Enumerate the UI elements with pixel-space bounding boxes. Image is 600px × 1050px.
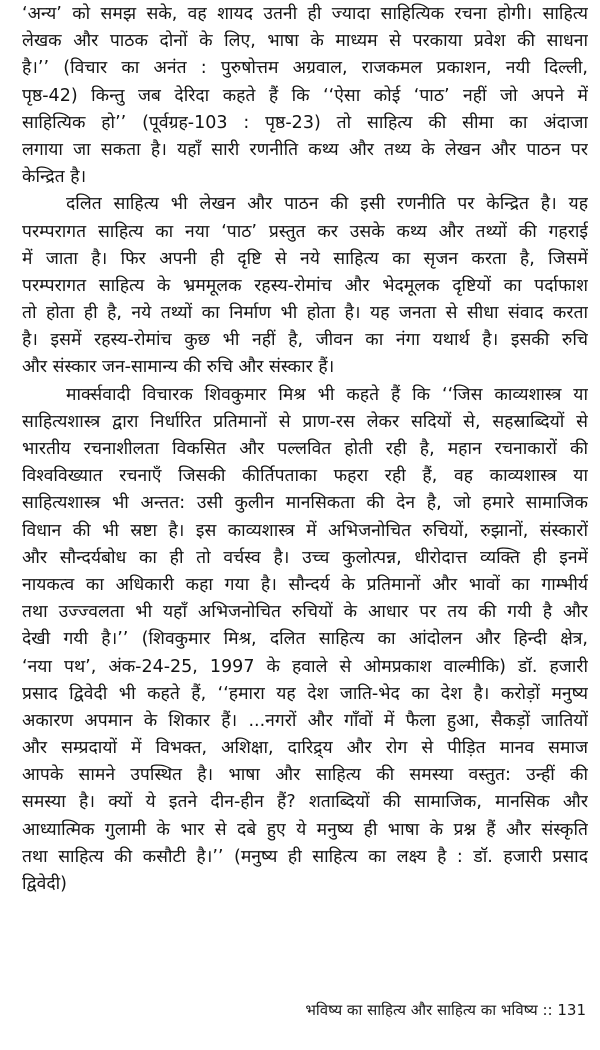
text-line: ‘नया पथ’, अंक-24-25, 1997 के हवाले से ओमप्रकाश वाल्मीकि) डॉ. हजारी (22, 656, 588, 677)
running-title: भविष्य का साहित्य और साहित्य का भविष्य (305, 1001, 538, 1019)
text-line: विधान की भी स्रष्टा है। इस काव्यशास्त्र में अभिजनोचित रुचियों, रुझानों, संस्कारों (22, 520, 588, 541)
text-line: अकारण अपमान के शिकार हैं। ...नगरों और गाँवों में फैला हुआ, सैकड़ों जातियों (22, 710, 588, 731)
page-body (22, 1, 588, 898)
text-line: भारतीय रचनाशीलता विकसित और पल्लवित होती रही है, महान रचनाकारों की (22, 439, 588, 459)
page-footer (305, 1000, 586, 1020)
text-line: मार्क्सवादी विचारक शिवकुमार मिश्र भी कहते हैं कि ‘‘जिस काव्यशास्त्र या (66, 384, 588, 405)
text-line: द्विवेदी) (22, 874, 67, 894)
paragraph (22, 382, 588, 899)
text-line: लेखक और पाठक दोनों के लिए, भाषा के माध्यम से परकाया प्रवेश की साधना (22, 31, 588, 52)
text-line: तो होता ही है, नये तथ्यों का निर्माण भी होता है। यह जनता से सीधा संवाद करता (22, 303, 588, 324)
text-line: परम्परागत साहित्य का नया ‘पाठ’ प्रस्तुत कर उसके कथ्य और तथ्यों की गहराई (22, 221, 588, 242)
footer-separator: :: (542, 1001, 553, 1019)
text-line: और सौन्दर्यबोध का ही तो वर्चस्व है। उच्च कुलोत्पन्न, धीरोदात्त व्यक्ति ही इनमें (22, 547, 588, 568)
text-line: है। इसमें रहस्य-रोमांच कुछ भी नहीं है, जीवन का नंगा यथार्थ है। इसकी रुचि (22, 330, 588, 351)
text-line: साहित्यशास्त्र द्वारा निर्धारित प्रतिमानों से प्राण-रस लेकर सदियों से, सहस्राब्दियों से (22, 411, 588, 432)
text-line: ‘अन्य’ को समझ सके, वह शायद उतनी ही ज्यादा साहित्यिक रचना होगी। साहित्य (22, 4, 588, 24)
text-line: परम्परागत साहित्य के भ्रममूलक रहस्य-रोमांच और भेदमूलक दृष्टियों का पर्दाफाश (22, 275, 588, 296)
text-line: साहित्यशास्त्र भी अन्तत: उसी कुलीन मानसिकता की देन है, जो हमारे सामाजिक (22, 493, 588, 514)
text-line: समस्या है। क्यों ये इतने दीन-हीन हैं? शताब्दियों की सामाजिक, मानसिक और (22, 792, 588, 813)
text-line: तथा साहित्य की कसौटी है।’’ (मनुष्य ही साहित्य का लक्ष्य है : डॉ. हजारी प्रसाद (22, 846, 588, 867)
text-line: साहित्यिक हो’’ (पूर्वग्रह-103 : पृष्ठ-23) तो साहित्य की सीमा का अंदाजा (22, 112, 588, 133)
text-line: आपके सामने उपस्थित है। भाषा और साहित्य की समस्या वस्तुत: उन्हीं की (22, 765, 588, 786)
text-line: तथा उज्ज्वलता भी यहाँ अभिजनोचित रुचियों के आधार पर तय की गयी है और (22, 602, 588, 623)
text-line: आध्यात्मिक गुलामी के भार से दबे हुए ये मनुष्य ही भाषा के प्रश्न हैं और संस्कृति (22, 819, 588, 840)
text-line: पृष्ठ-42) किन्तु जब देरिदा कहते हैं कि ‘‘ऐसा कोई ‘पाठ’ नहीं जो अपने में (22, 85, 588, 106)
text-line: लगाया जा सकता है। यहाँ सारी रणनीति कथ्य और तथ्य के लेखन और पाठन पर (22, 139, 588, 160)
text-line: दलित साहित्य भी लेखन और पाठन की इसी रणनीति पर केन्द्रित है। यह (66, 194, 588, 215)
page-number: 131 (557, 1001, 586, 1019)
text-line: देखी गयी है।’’ (शिवकुमार मिश्र, दलित साहित्य का आंदोलन और हिन्दी क्षेत्र, (22, 629, 588, 650)
paragraph (22, 1, 588, 191)
text-line: है।’’ (विचार का अनंत : पुरुषोत्तम अग्रवाल, राजकमल प्रकाशन, नयी दिल्ली, (22, 58, 588, 79)
text-line: में जाता है। फिर अपनी ही दृष्टि से नये साहित्य का सृजन करता है, जिसमें (22, 248, 588, 269)
text-line: और सम्प्रदायों में विभक्त, अशिक्षा, दारिद्र्य और रोग से पीड़ित मानव समाज (22, 738, 588, 759)
text-line: नायकत्व का अधिकारी कहा गया है। सौन्दर्य के प्रतिमानों और भावों का गाम्भीर्य (22, 574, 588, 595)
text-line: केन्द्रित है। (22, 167, 87, 188)
paragraph (22, 191, 588, 381)
text-line: विश्वविख्यात रचनाएँ जिसकी कीर्तिपताका फहरा रही हैं, वह काव्यशास्त्र या (22, 466, 588, 487)
text-line: प्रसाद द्विवेदी भी कहते हैं, ‘‘हमारा यह देश जाति-भेद का देश है। करोड़ों मनुष्य (22, 683, 588, 704)
text-line: और संस्कार जन-सामान्य की रुचि और संस्कार हैं। (22, 357, 335, 378)
